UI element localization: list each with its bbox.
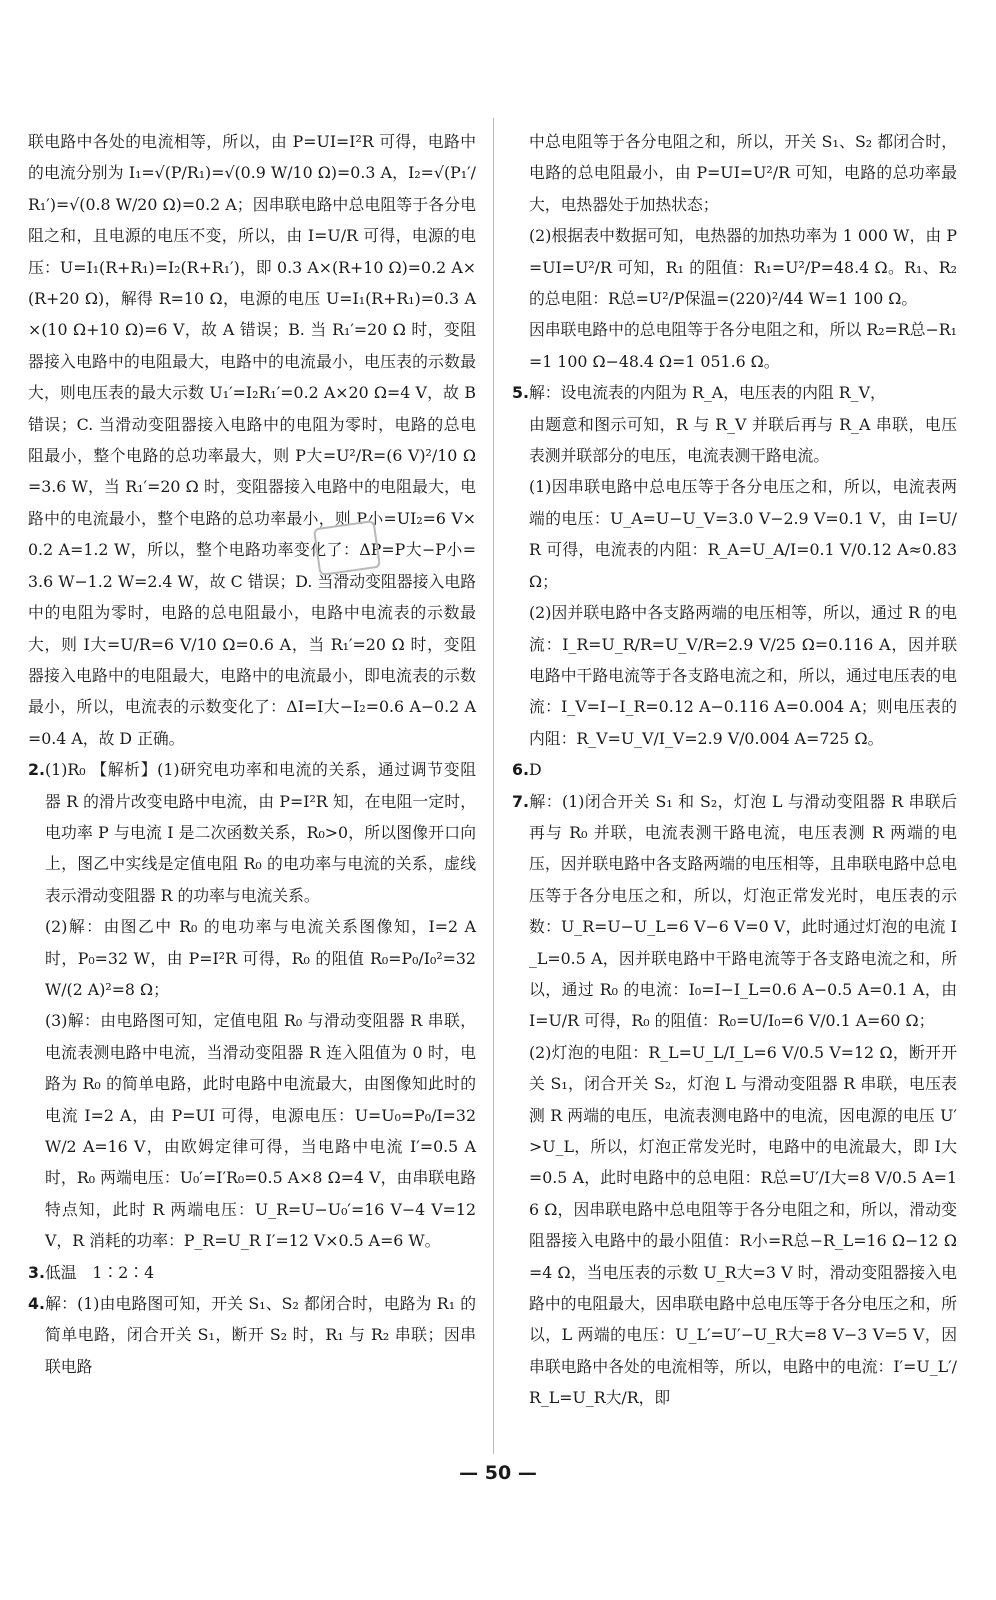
answer-text: (1)R₀ 【解析】(1)研究电功率和电流的关系，通过调节变阻器 R 的滑片改变电路中电流，由 P=I²R 知，在电阻一定时，电功率 P 与电流 I 是二次函数关系，R₀>0，所以图像开口向上，图乙中实线是定值电阻 R₀ 的电功率与电流的关系，虚线表示滑动变阻器 R 的功率与电流关系。 <box>45 760 476 905</box>
stamp-logo <box>313 520 381 576</box>
answer-text: 低温 1∶2∶4 <box>45 1262 155 1282</box>
page-number: — 50 — <box>459 1462 537 1484</box>
answer-text: 解：设电流表的内阻为 R_A，电压表的内阻 R_V， <box>529 383 886 403</box>
answer-text: D <box>529 760 542 780</box>
answer-text: 解：(1)闭合开关 S₁ 和 S₂，灯泡 L 与滑动变阻器 R 串联后再与 R₀ 并联，电流表测干路电流，电压表测 R 两端的电压，因并联电路中各支路两端的电压相等，且串联电路中总电压等于各分电压之和，所以，灯泡正常发光时，电压表的示数：U_R=U−U_L=6 V−6 V=0 V，此时通过灯泡的电流 I_L=0.5 A，因并联电路中干路电流等于各支路电流之和，所以，通过 R₀ 的电流：I₀=I−I_L=0.6 A−0.5 A=0.1 A，由 I=U/R 可得，R₀ 的阻值：R₀=U/I₀=6 V/0.1 A=60 Ω； <box>529 791 957 1031</box>
question-item <box>512 377 957 408</box>
question-number: 5. <box>512 383 529 403</box>
question-item <box>512 754 957 785</box>
answer-text: 解：(1)由电路图可知，开关 S₁、S₂ 都闭合时，电路为 R₁ 的简单电路，闭合开关 S₁，断开 S₂ 时，R₁ 与 R₂ 串联；因串联电路 <box>45 1294 476 1376</box>
column-divider <box>493 118 494 1454</box>
answer-paragraph: (2)解：由图乙中 R₀ 的电功率与电流关系图像知，I=2 A 时，P₀=32 W，由 P=I²R 可得，R₀ 的阻值 R₀=P₀/I₀²=32 W/(2 A)²=8 Ω； <box>45 917 476 999</box>
answer-paragraph: 联电路中各处的电流相等，所以，由 P=UI=I²R 可得，电路中的电流分别为 I₁=√(P/R₁)=√(0.9 W/10 Ω)=0.3 A，I₂=√(P₁′/R₁′)=√(0.8 W/20 Ω)=0.2 A；因串联电路中总电阻等于各分电阻之和，且电源的电压不变，所以，由 I=U/R 可得，电源的电压：U=I₁(R+R₁)=I₂(R+R₁′)，即 0.3 A×(R+10 Ω)=0.2 A×(R+20 Ω)，解得 R=10 Ω，电源的电压 U=I₁(R+R₁)=0.3 A×(10 Ω+10 Ω)=6 V，故 A 错误；B. 当 R₁′=20 Ω 时，变阻器接入电路中的电阻最大，电路中的电流最小，电压表的示数最大，则电压表的最大示数 U₁′=I₂R₁′=0.2 A×20 Ω=4 V，故 B 错误；C. 当滑动变阻器接入电路中的电阻为零时，电路的总电阻最小，整个电路的总功率最大，则 P大=U²/R=(6 V)²/10 Ω=3.6 W，当 R₁′=20 Ω 时，变阻器接入电路中的电阻最大，电路中的电流最小，整个电路的总功率最小，则 P小=UI₂=6 V×0.2 A=1.2 W，所以，整个电路功率变化了：ΔP=P大−P小=3.6 W−1.2 W=2.4 W，故 C 错误；D. 当滑动变阻器接入电路中的电阻为零时，电路的总电阻最小，电路中电流表的示数最大，则 I大=U/R=6 V/10 Ω=0.6 A，当 R₁′=20 Ω 时，变阻器接入电路中的电阻最大，电路中的电流最小，即电流表的示数最小，所以，电流表的示数变化了：ΔI=I大−I₂=0.6 A−0.2 A=0.4 A，故 D 正确。 <box>28 132 476 748</box>
question-number: 7. <box>512 791 529 811</box>
answer-paragraph: 由题意和图示可知，R 与 R_V 并联后再与 R_A 串联，电压表测并联部分的电压，电流表测干路电流。 <box>529 414 957 466</box>
answer-paragraph: (2)根据表中数据可知，电热器的加热功率为 1 000 W，由 P=UI=U²/R 可知，R₁ 的阻值：R₁=U²/P=48.4 Ω。R₁、R₂ 的总电阻：R总=U²/P保温=(220)²/44 W=1 100 Ω。 <box>529 226 957 309</box>
watermark-logo <box>766 1506 986 1594</box>
answer-paragraph: 因串联电路中的总电阻等于各分电阻之和，所以 R₂=R总−R₁=1 100 Ω−48.4 Ω=1 051.6 Ω。 <box>529 320 957 371</box>
question-item <box>28 1288 476 1382</box>
answer-paragraph: (2)灯泡的电阻：R_L=U_L/I_L=6 V/0.5 V=12 Ω，断开开关 S₁，闭合开关 S₂，灯泡 L 与滑动变阻器 R 串联，电压表测 R 两端的电压，电流表测电路中的电流，因电源的电压 U′>U_L，所以，灯泡正常发光时，电路中的电流最大，即 I大=0.5 A，此时电路中的总电阻：R总=U′/I大=8 V/0.5 A=16 Ω，因串联电路中总电阻等于各分电阻之和，所以，滑动变阻器接入电路中的最小阻值：R小=R总−R_L=16 Ω−12 Ω=4 Ω，当电压表的示数 U_R大=3 V 时，滑动变阻器接入电路中的电阻最大，因串联电路中总电压等于各分电压之和，所以，L 两端的电压：U_L′=U′−U_R大=8 V−3 V=5 V，因串联电路中各处的电流相等，所以，电路中的电流：I′=U_L′/R_L=U_R大/R，即 <box>529 1042 957 1408</box>
question-number: 3. <box>28 1262 45 1282</box>
answer-paragraph: (3)解：由电路图可知，定值电阻 R₀ 与滑动变阻器 R 串联，电流表测电路中电流，当滑动变阻器 R 连入阻值为 0 时，电路为 R₀ 的简单电路，此时电路中电流最大，由图像知此时的电流 I=2 A，由 P=UI 可得，电源电压：U=U₀=P₀/I=32 W/2 A=16 V，由欧姆定律可得，当电路中电流 I′=0.5 A 时，R₀ 两端电压：U₀′=I′R₀=0.5 A×8 Ω=4 V，由串联电路特点知，此时 R 两端电压：U_R=U−U₀′=16 V−4 V=12 V，R 消耗的功率：P_R=U_R I′=12 V×0.5 A=6 W。 <box>45 1011 476 1251</box>
answer-paragraph: (2)因并联电路中各支路两端的电压相等，所以，通过 R 的电流：I_R=U_R/R=U_V/R=2.9 V/25 Ω=0.116 A，因并联电路中干路电流等于各支路电流之和，所以，通过电压表的电流：I_V=I−I_R=0.12 A−0.116 A=0.004 A；则电压表的内阻：R_V=U_V/I_V=2.9 V/0.004 A=725 Ω。 <box>529 603 957 748</box>
question-item <box>512 786 957 1037</box>
answer-paragraph: (1)因串联电路中总电压等于各分电压之和，所以，电流表两端的电压：U_A=U−U_V=3.0 V−2.9 V=0.1 V，由 I=U/R 可得，电流表的内阻：R_A=U_A/I=0.1 V/0.12 A≈0.83 Ω； <box>529 477 957 591</box>
left-column <box>28 126 476 1382</box>
right-column <box>512 126 957 1414</box>
question-number: 2. <box>28 760 45 780</box>
answer-paragraph: 中总电阻等于各分电阻之和，所以，开关 S₁、S₂ 都闭合时，电路的总电阻最小，由 P=UI=U²/R 可知，电路的总功率最大，电热器处于加热状态； <box>529 132 957 214</box>
question-item <box>28 754 476 911</box>
question-number: 4. <box>28 1294 45 1314</box>
question-number: 6. <box>512 760 529 780</box>
question-item <box>28 1257 476 1288</box>
